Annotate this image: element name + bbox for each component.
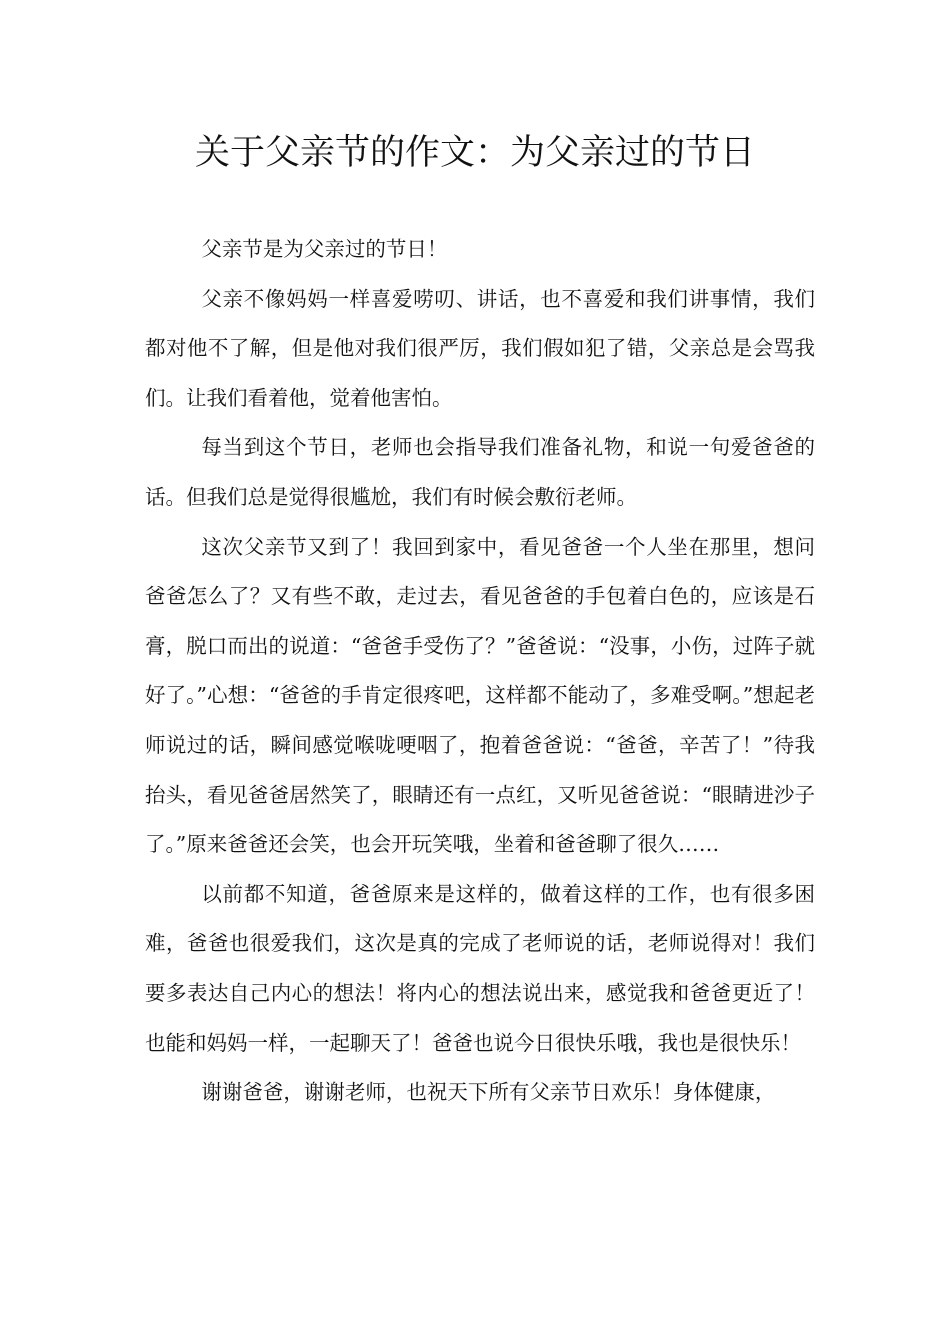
paragraph: 这次父亲节又到了！我回到家中，看见爸爸一个人坐在那里，想问爸爸怎么了？又有些不敢，走过去，看见爸爸的手包着白色的，应该是石膏，脱口而出的说道：“爸爸手受伤了？”爸爸说：“没事，小伤，过阵子就好了。”心想：“爸爸的手肯定很疼吧，这样都不能动了，多难受啊。”想起老师说过的话，瞬间感觉喉咙哽咽了，抱着爸爸说：“爸爸，辛苦了！”待我抬头，看见爸爸居然笑了，眼睛还有一点红，又听见爸爸说：“眼睛进沙子了。”原来爸爸还会笑，也会开玩笑哦，坐着和爸爸聊了很久…… [145,534,815,857]
page-title: 关于父亲节的作文：为父亲过的节日 [194,133,755,173]
paragraph: 每当到这个节日，老师也会指导我们准备礼物，和说一句爱爸爸的话。但我们总是觉得很尴尬，我们有时候会敷衍老师。 [145,435,815,509]
paragraph: 父亲不像妈妈一样喜爱唠叨、讲话，也不喜爱和我们讲事情，我们都对他不了解，但是他对我们很严厉，我们假如犯了错，父亲总是会骂我们。让我们看着他，觉着他害怕。 [145,286,815,410]
essay-body [145,225,815,1118]
paragraph: 谢谢爸爸，谢谢老师，也祝天下所有父亲节日欢乐！身体健康， [201,1080,776,1105]
paragraph: 父亲节是为父亲过的节日！ [201,237,448,261]
paragraph: 以前都不知道，爸爸原来是这样的，做着这样的工作，也有很多困难，爸爸也很爱我们，这次是真的完成了老师说的话，老师说得对！我们要多表达自己内心的想法！将内心的想法说出来，感觉我和爸爸更近了！也能和妈妈一样，一起聊天了！爸爸也说今日很快乐哦，我也是很快乐！ [145,881,815,1055]
